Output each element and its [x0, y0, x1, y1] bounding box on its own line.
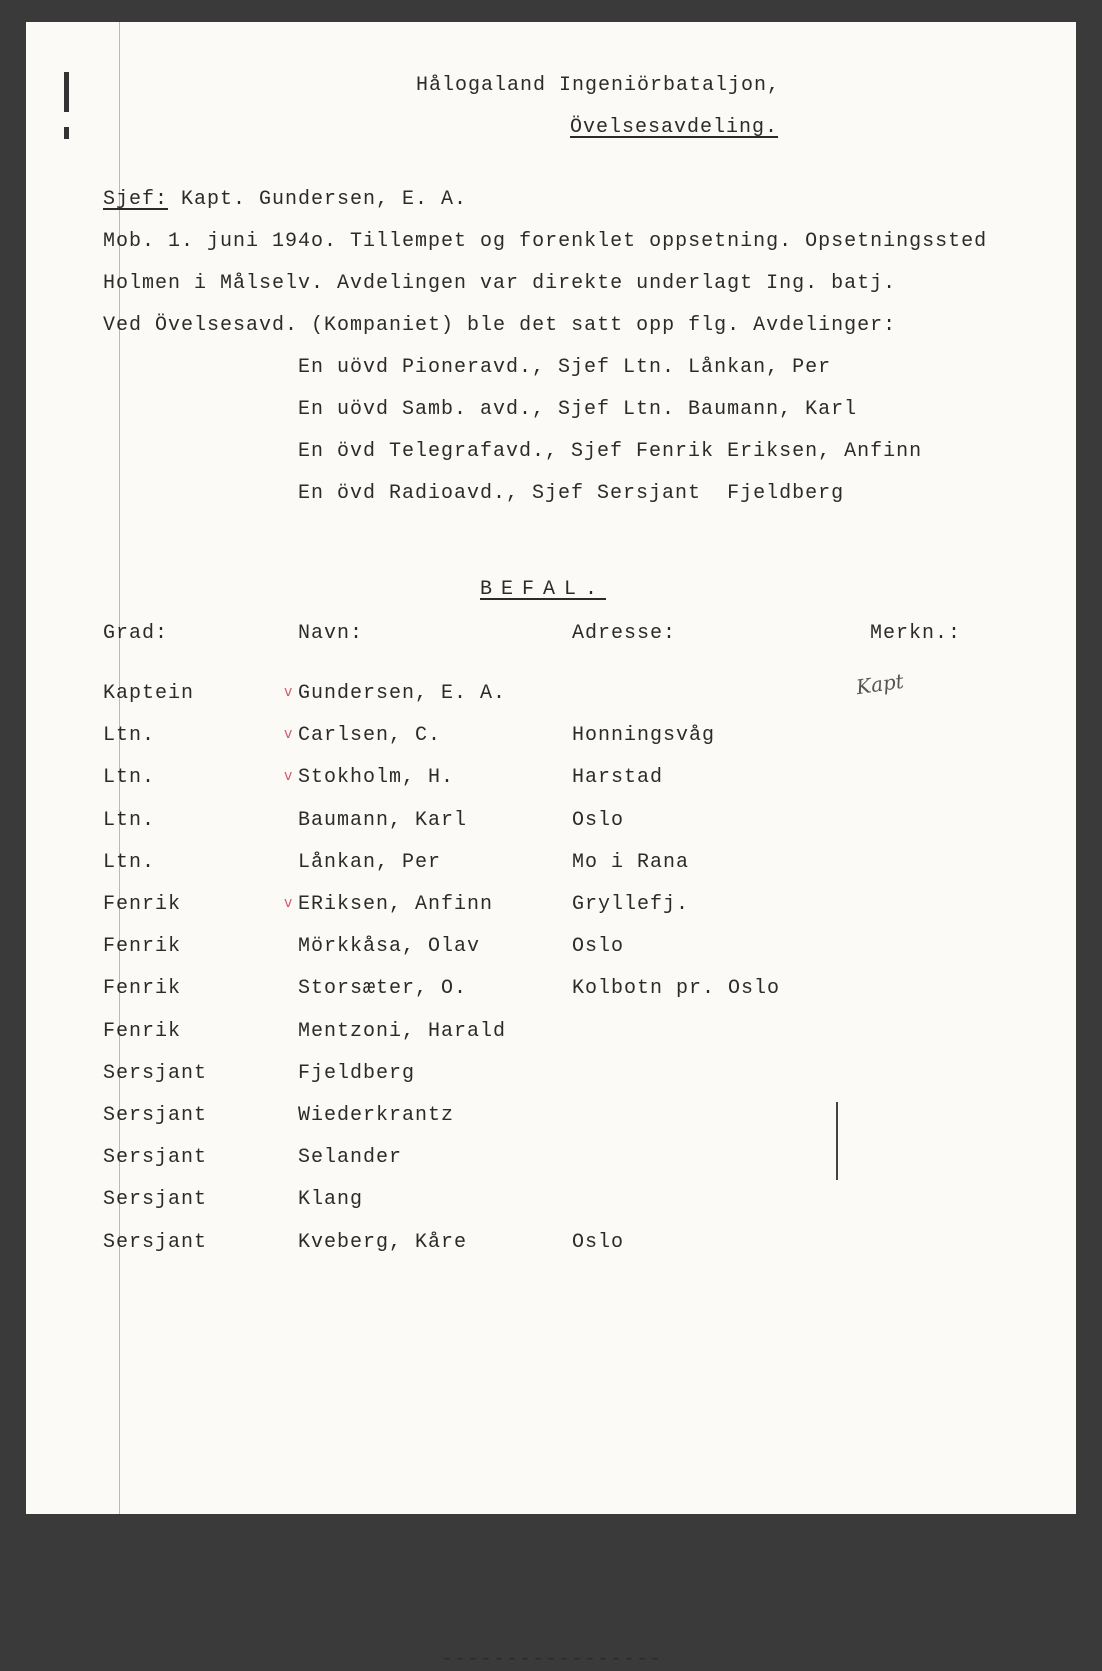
chief-label: Sjef: [103, 188, 169, 211]
roster-grad: Ltn. [103, 766, 156, 789]
roster-grad: Fenrik [103, 893, 182, 916]
roster-navn: Lånkan, Per [298, 851, 442, 874]
column-header-adresse: Adresse: [572, 622, 677, 645]
roster-grad: Sersjant [103, 1188, 208, 1211]
roster-navn: Fjeldberg [298, 1062, 416, 1085]
chief-line [103, 188, 467, 211]
roster-adresse: Oslo [572, 935, 625, 958]
punch-mark [64, 127, 69, 139]
roster-grad: Fenrik [103, 977, 182, 1000]
column-header-merkn: Merkn.: [870, 622, 962, 645]
document-page [26, 22, 1076, 1671]
roster-navn: Klang [298, 1188, 364, 1211]
subunit-line: En uövd Samb. avd., Sjef Ltn. Baumann, Karl [298, 398, 858, 421]
column-header-navn: Navn: [298, 622, 364, 645]
roster-navn: Mörkkåsa, Olav [298, 935, 481, 958]
roster-navn: Kveberg, Kåre [298, 1231, 468, 1254]
subunit-line: En övd Telegrafavd., Sjef Fenrik Eriksen, Anfinn [298, 440, 923, 463]
roster-grad: Ltn. [103, 851, 156, 874]
roster-adresse: Mo i Rana [572, 851, 690, 874]
roster-navn: ERiksen, Anfinn [298, 893, 494, 916]
check-mark-icon: v [284, 768, 293, 784]
column-header-grad: Grad: [103, 622, 169, 645]
roster-navn: Mentzoni, Harald [298, 1020, 507, 1043]
roster-grad: Kaptein [103, 682, 195, 705]
check-mark-icon: v [284, 684, 293, 700]
roster-adresse: Gryllefj. [572, 893, 690, 916]
subunit-line: En uövd Pioneravd., Sjef Ltn. Lånkan, Per [298, 356, 832, 379]
roster-grad: Sersjant [103, 1062, 208, 1085]
roster-adresse: Harstad [572, 766, 664, 789]
intro-line: Holmen i Målselv. Avdelingen var direkte underlagt Ing. batj. [103, 272, 897, 295]
roster-adresse: Oslo [572, 809, 625, 832]
roster-grad: Sersjant [103, 1104, 208, 1127]
check-mark-icon: v [284, 895, 293, 911]
roster-navn: Gundersen, E. A. [298, 682, 507, 705]
handwritten-note: Kapt [854, 668, 906, 700]
footer-rule: ----------------- [441, 1648, 663, 1671]
roster-navn: Baumann, Karl [298, 809, 468, 832]
roster-adresse: Oslo [572, 1231, 625, 1254]
befal-heading: BEFAL. [480, 578, 607, 601]
roster-navn: Carlsen, C. [298, 724, 442, 747]
section-title: Övelsesavdeling. [570, 116, 779, 139]
subunit-line: En övd Radioavd., Sjef Sersjant Fjeldberg [298, 482, 845, 505]
roster-grad: Ltn. [103, 724, 156, 747]
roster-grad: Fenrik [103, 1020, 182, 1043]
roster-grad: Sersjant [103, 1231, 208, 1254]
intro-line: Ved Övelsesavd. (Kompaniet) ble det satt opp flg. Avdelinger: [103, 314, 897, 337]
unit-title: Hålogaland Ingeniörbataljon, [416, 74, 781, 97]
roster-grad: Ltn. [103, 809, 156, 832]
roster-grad: Sersjant [103, 1146, 208, 1169]
roster-navn: Wiederkrantz [298, 1104, 455, 1127]
chief-value: Kapt. Gundersen, E. A. [168, 188, 468, 211]
check-mark-icon: v [284, 726, 293, 742]
intro-line: Mob. 1. juni 194o. Tillempet og forenklet oppsetning. Opsetningssted [103, 230, 988, 253]
pen-stroke [836, 1102, 838, 1180]
roster-adresse: Kolbotn pr. Oslo [572, 977, 781, 1000]
roster-navn: Selander [298, 1146, 403, 1169]
roster-grad: Fenrik [103, 935, 182, 958]
roster-adresse: Honningsvåg [572, 724, 716, 747]
roster-navn: Stokholm, H. [298, 766, 455, 789]
punch-mark [64, 72, 69, 112]
roster-navn: Storsæter, O. [298, 977, 468, 1000]
